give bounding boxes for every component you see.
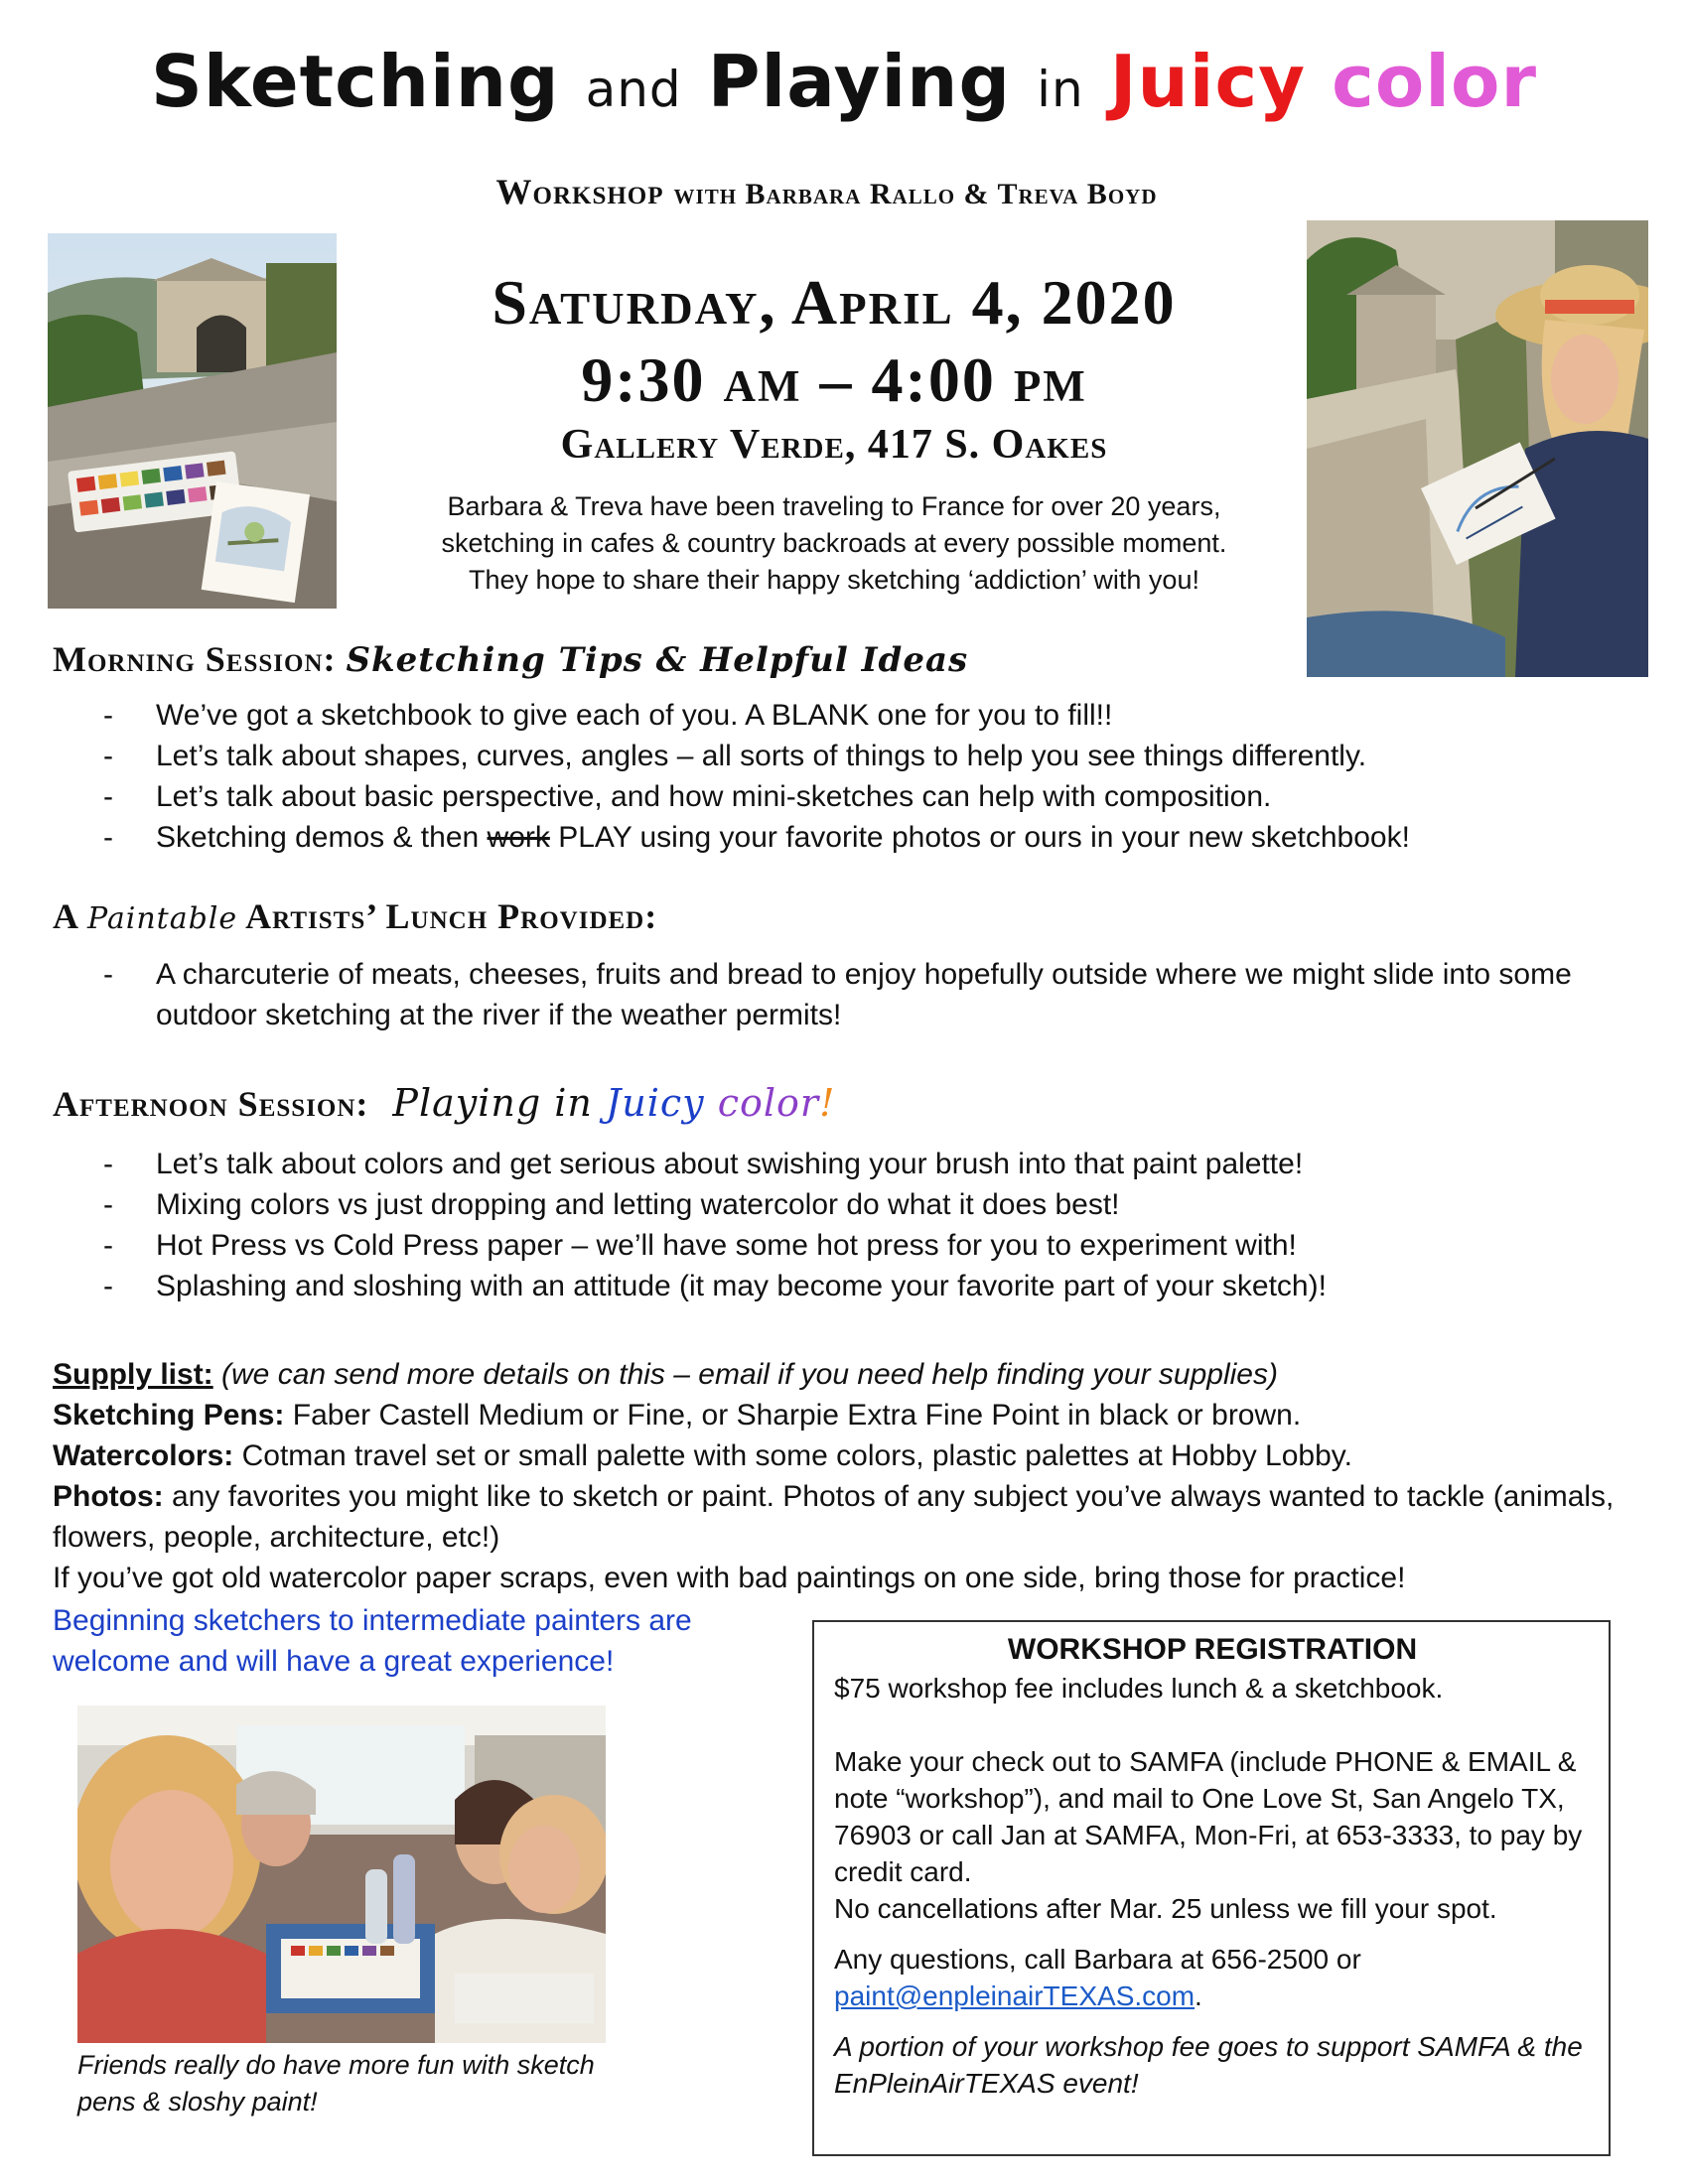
intro-line-1: Barbara & Treva have been traveling to France for over 20 years, bbox=[447, 491, 1221, 521]
afternoon-topic-bang: ! bbox=[819, 1081, 836, 1125]
afternoon-topic-playing: Playing in bbox=[392, 1081, 593, 1125]
photos-label: Photos: bbox=[53, 1480, 164, 1513]
list-item: - Splashing and sloshing with an attitude (it may become your favorite part of your sketch)! bbox=[0, 1266, 1327, 1306]
morning-session-label: Morning Session: bbox=[53, 639, 337, 679]
supply-list bbox=[53, 1354, 1641, 1598]
list-item: - Let’s talk about colors and get serious about swishing your brush into that paint palette! bbox=[0, 1144, 1327, 1184]
afternoon-session-list bbox=[0, 1144, 1327, 1306]
list-item: - Mixing colors vs just dropping and letting watercolor do what it does best! bbox=[0, 1184, 1327, 1225]
lunch-label-rest: Artists’ Lunch Provided: bbox=[245, 896, 658, 936]
list-item: - Let’s talk about shapes, curves, angles – all sorts of things to help you see things differently. bbox=[0, 736, 1410, 776]
subtitle-hosts: with Barbara Rallo & Treva Boyd bbox=[673, 178, 1158, 210]
lunch-heading bbox=[53, 895, 657, 937]
event-time: 9:30 am – 4:00 pm bbox=[581, 344, 1087, 415]
list-item: - Hot Press vs Cold Press paper – we’ll have some hot press for you to experiment with! bbox=[0, 1225, 1327, 1266]
registration-box bbox=[812, 1620, 1611, 2156]
title-word-sketching: Sketching bbox=[151, 40, 560, 123]
flyer-title bbox=[0, 40, 1688, 123]
event-date: Saturday, April 4, 2020 bbox=[492, 267, 1177, 338]
afternoon-topic-juicy: Juicy bbox=[606, 1081, 705, 1125]
registration-questions: Any questions, call Barbara at 656-2500 or bbox=[834, 1944, 1361, 1975]
list-item: - We’ve got a sketchbook to give each of you. A BLANK one for you to fill!! bbox=[0, 695, 1410, 736]
list-item: - Let’s talk about basic perspective, and how mini-sketches can help with composition. bbox=[0, 776, 1410, 817]
title-word-in: in bbox=[1037, 61, 1084, 118]
registration-cancel-policy: No cancellations after Mar. 25 unless we fill your spot. bbox=[834, 1893, 1497, 1924]
village-palette-photo bbox=[48, 233, 337, 609]
morning-session-heading bbox=[53, 638, 968, 680]
title-word-playing: Playing bbox=[707, 40, 1011, 123]
struck-word: work bbox=[487, 821, 550, 854]
afternoon-session-heading bbox=[53, 1081, 835, 1125]
morning-session-list bbox=[0, 695, 1410, 858]
title-word-color: color bbox=[1332, 40, 1537, 123]
watercolors-text: Cotman travel set or small palette with some colors, plastic palettes at Hobby Lobby. bbox=[241, 1439, 1352, 1472]
title-word-and: and bbox=[585, 61, 682, 118]
list-item bbox=[0, 817, 1410, 858]
event-venue: Gallery Verde, 417 S. Oakes bbox=[560, 422, 1108, 468]
afternoon-session-topic bbox=[392, 1081, 835, 1125]
watercolors-label: Watercolors: bbox=[53, 1439, 234, 1472]
workshop-subtitle bbox=[0, 171, 1653, 212]
registration-instructions: Make your check out to SAMFA (include PHONE & EMAIL & note “workshop”), and mail to One Love St, San Angelo TX, 76903 or call Jan at SAMFA, Mon-Fri, at 653-3333, to pay by credit card. bbox=[834, 1746, 1583, 1887]
intro-line-2: sketching in cafes & country backroads at every possible moment. bbox=[441, 528, 1227, 558]
pens-label: Sketching Pens: bbox=[53, 1399, 285, 1432]
photos-text: any favorites you might like to sketch or paint. Photos of any subject you’ve always wanted to tackle (animals, flowers, people, architecture, etc!) bbox=[53, 1480, 1615, 1554]
afternoon-topic-color: color bbox=[717, 1081, 820, 1125]
afternoon-session-label: Afternoon Session: bbox=[53, 1084, 369, 1124]
welcome-note: Beginning sketchers to intermediate painters are welcome and will have a great experience! bbox=[53, 1604, 692, 1678]
scraps-text: If you’ve got old watercolor paper scraps, even with bad paintings on one side, bring those for practice! bbox=[53, 1562, 1406, 1594]
contact-email-link[interactable]: paint@enpleinairTEXAS.com bbox=[834, 1980, 1196, 2011]
subtitle-prefix: Workshop bbox=[495, 172, 664, 211]
lunch-list bbox=[0, 954, 1599, 1035]
friends-group-photo bbox=[77, 1706, 606, 2043]
registration-fee: $75 workshop fee includes lunch & a sketchbook. bbox=[834, 1673, 1444, 1704]
demo-text-after: PLAY using your favorite photos or ours in your new sketchbook! bbox=[549, 821, 1410, 854]
intro-paragraph bbox=[328, 488, 1340, 599]
morning-session-topic: Sketching Tips & Helpful Ideas bbox=[346, 640, 969, 680]
demo-text-before: Sketching demos & then bbox=[156, 821, 488, 854]
registration-title: WORKSHOP REGISTRATION bbox=[1007, 1633, 1418, 1666]
pens-text: Faber Castell Medium or Fine, or Sharpie Extra Fine Point in black or brown. bbox=[292, 1399, 1302, 1432]
email-period: . bbox=[1195, 1980, 1202, 2011]
supply-list-note: (we can send more details on this – email if you need help finding your supplies) bbox=[221, 1358, 1278, 1391]
painter-sketching-photo bbox=[1307, 220, 1648, 677]
list-item: - A charcuterie of meats, cheeses, fruits and bread to enjoy hopefully outside where we might slide into some outdoor sketching at the river if the weather permits! bbox=[0, 954, 1599, 1035]
title-word-juicy: Juicy bbox=[1109, 40, 1307, 123]
supply-list-label: Supply list: bbox=[53, 1358, 213, 1391]
intro-line-3: They hope to share their happy sketching ‘addiction’ with you! bbox=[469, 565, 1199, 595]
lunch-label-a: A bbox=[53, 896, 78, 936]
lunch-label-paintable: Paintable bbox=[87, 901, 238, 936]
registration-support-note: A portion of your workshop fee goes to support SAMFA & the EnPleinAirTEXAS event! bbox=[834, 2031, 1583, 2099]
group-photo-caption: Friends really do have more fun with sketch pens & sloshy paint! bbox=[77, 2050, 595, 2116]
